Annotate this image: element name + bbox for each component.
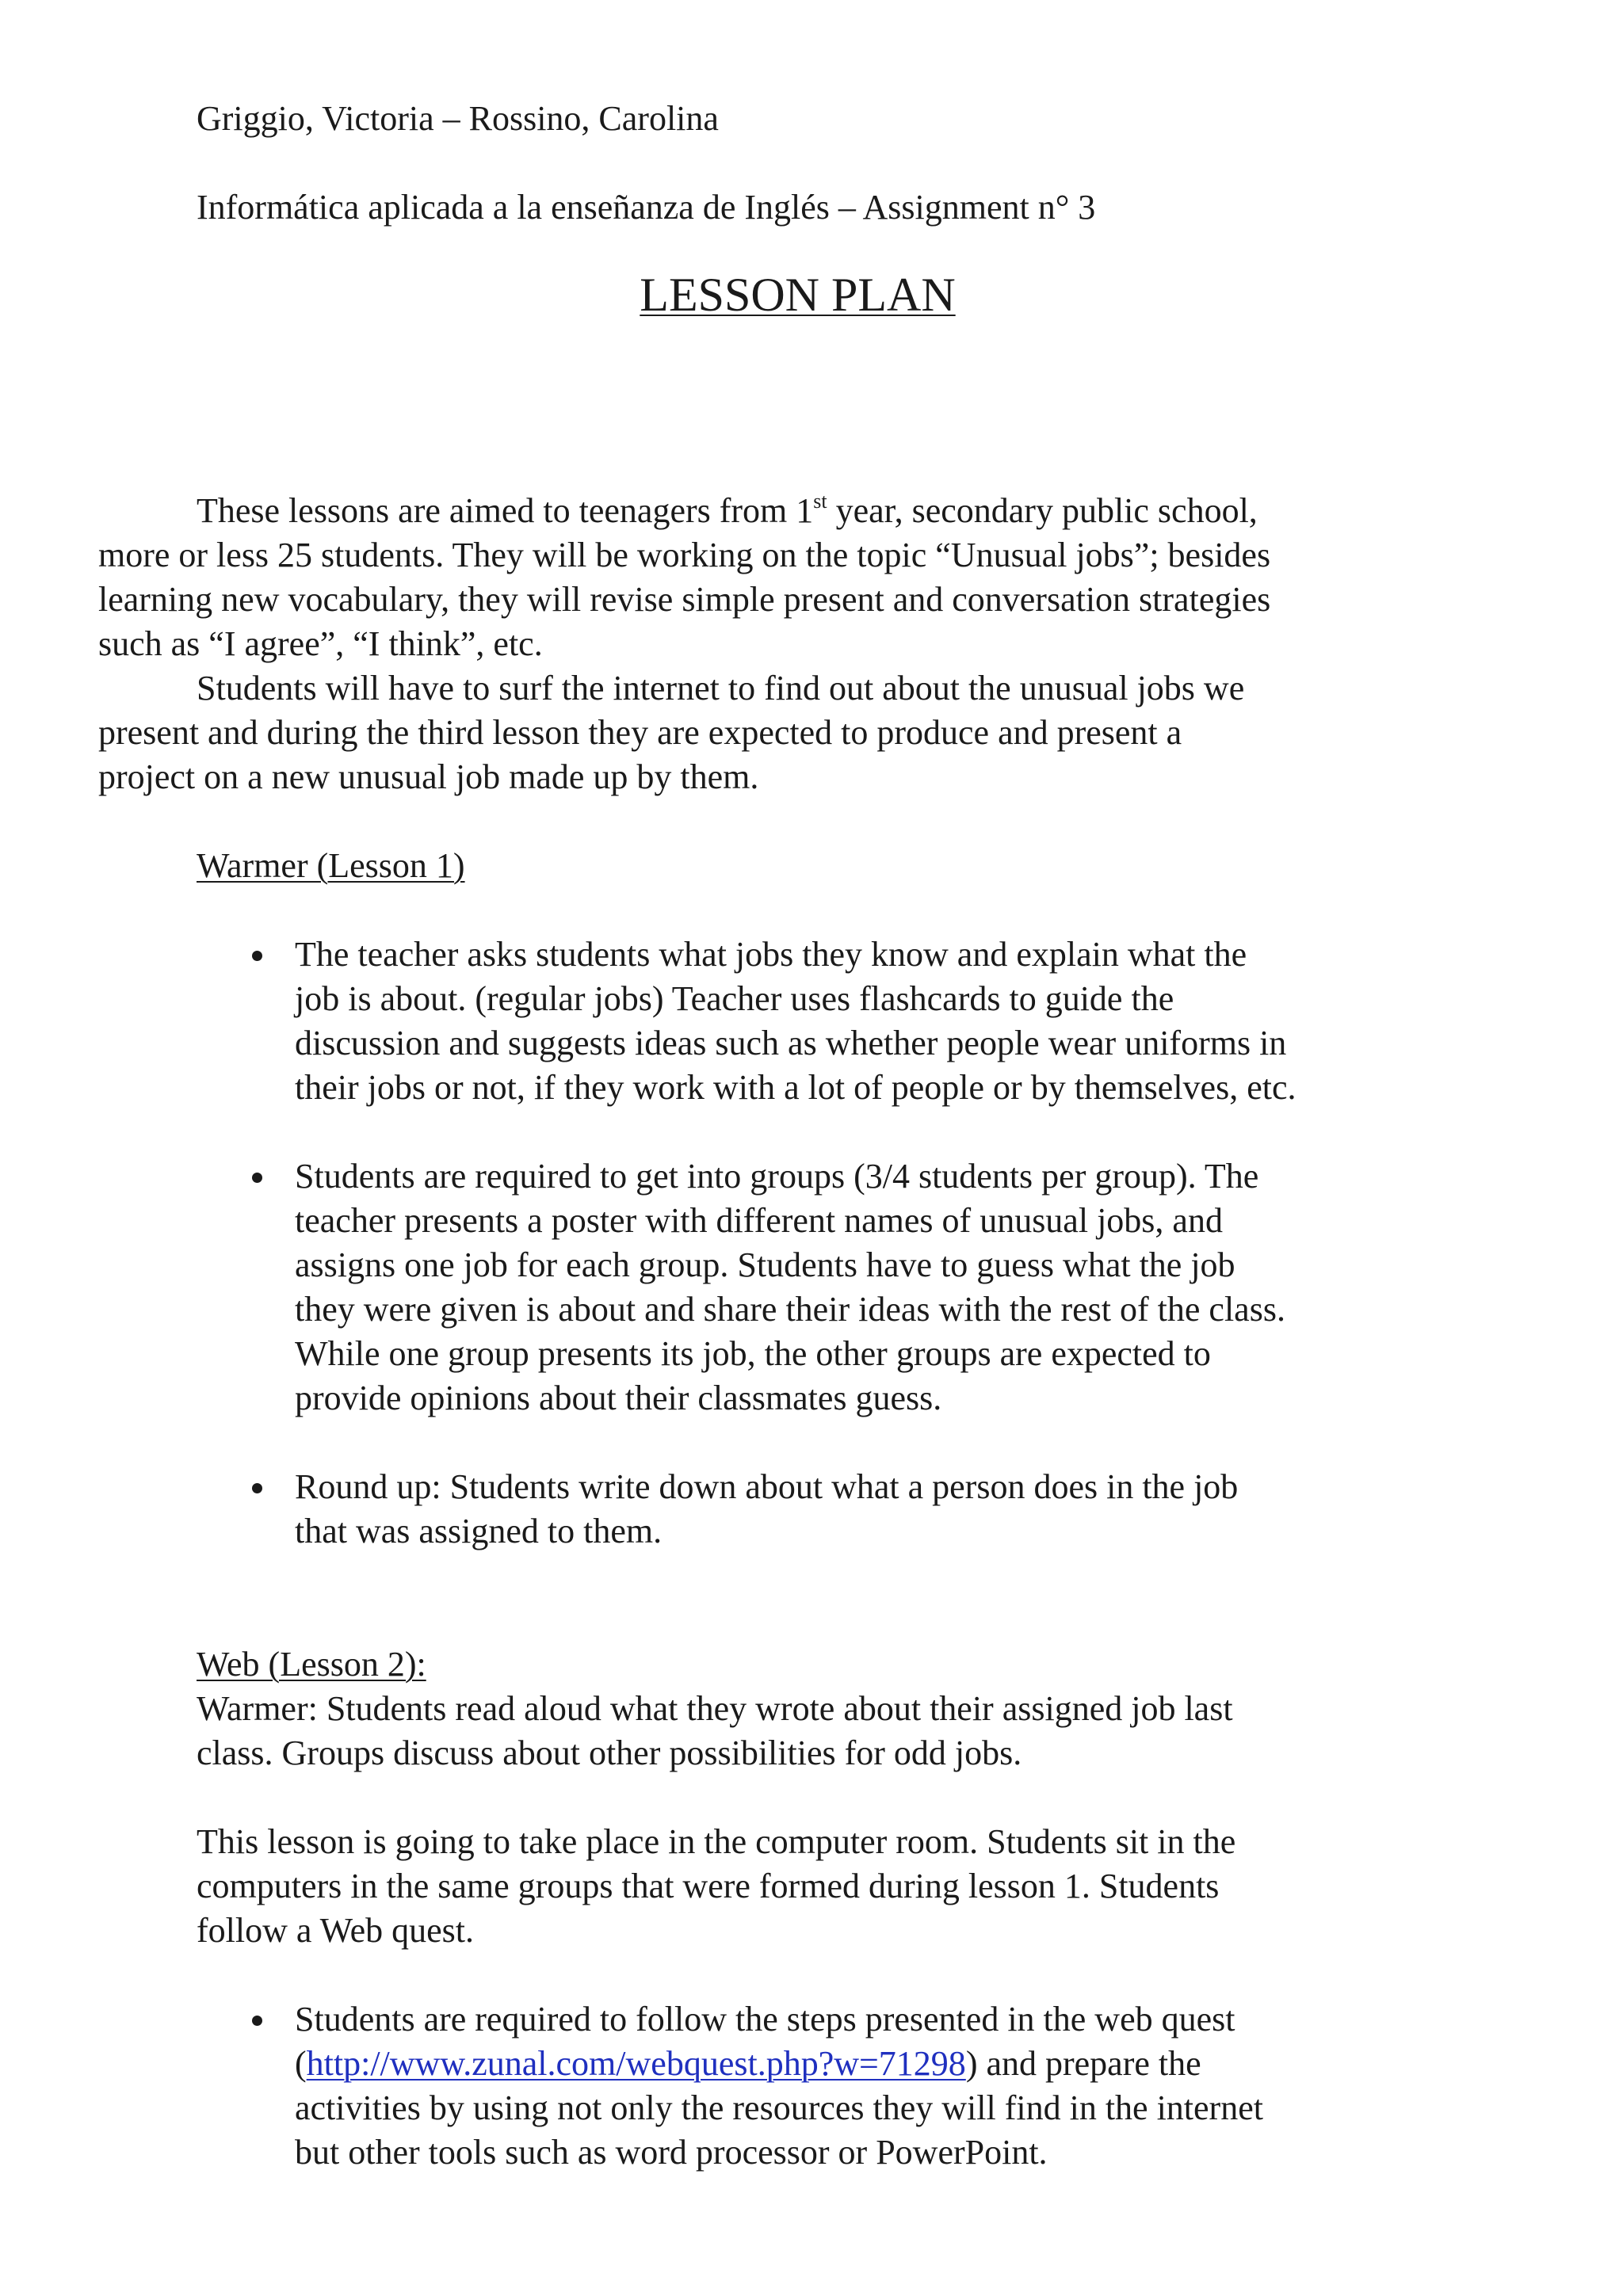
lesson1-bullet2-line1: Students are required to get into groups (3/4 students per group). The (295, 1157, 1259, 1196)
lesson1-bullet1-line2: job is about. (regular jobs) Teacher uses flashcards to guide the (295, 979, 1174, 1018)
lesson1-heading: Warmer (Lesson 1) (197, 846, 465, 885)
lesson2-heading: Web (Lesson 2): (197, 1645, 426, 1684)
lesson1-bullet2-line2: teacher presents a poster with different names of unusual jobs, and (295, 1201, 1223, 1240)
lesson2-para-line2: computers in the same groups that were formed during lesson 1. Students (197, 1867, 1220, 1905)
lesson1-bullet2-line3: assigns one job for each group. Students have to guess what the job (295, 1245, 1235, 1284)
lesson1-bullet1-line1: The teacher asks students what jobs they know and explain what the (295, 935, 1247, 974)
intro-line-1: These lessons are aimed to teenagers from 1st year, secondary public school, (197, 490, 1258, 530)
bullet-icon (252, 2016, 262, 2026)
bullet-icon (252, 951, 262, 961)
lesson1-bullet3-line1: Round up: Students write down about what a person does in the job (295, 1467, 1239, 1506)
bullet-icon (252, 1173, 262, 1183)
intro-line-3: learning new vocabulary, they will revise simple present and conversation strategies (98, 580, 1271, 619)
intro-line-4: such as “I agree”, “I think”, etc. (98, 624, 543, 663)
lesson2-para-line1: This lesson is going to take place in the computer room. Students sit in the (197, 1822, 1236, 1861)
authors-line: Griggio, Victoria – Rossino, Carolina (197, 99, 719, 138)
lesson2-para-line3: follow a Web quest. (197, 1911, 475, 1950)
page-title: LESSON PLAN (640, 269, 956, 321)
lesson1-bullet1-line4: their jobs or not, if they work with a lot of people or by themselves, etc. (295, 1068, 1296, 1107)
course-line: Informática aplicada a la enseñanza de Inglés – Assignment n° 3 (197, 188, 1096, 227)
lesson2-bullet1-line2: (http://www.zunal.com/webquest.php?w=71298) and prepare the (295, 2044, 1201, 2083)
lesson2-warmer-line1: Warmer: Students read aloud what they wrote about their assigned job last (197, 1689, 1233, 1728)
intro-p2-line-1: Students will have to surf the internet to find out about the unusual jobs we (197, 669, 1245, 707)
lesson1-bullet2-line5: While one group presents its job, the other groups are expected to (295, 1334, 1211, 1373)
lesson2-bullet1-line4: but other tools such as word processor or PowerPoint. (295, 2133, 1048, 2172)
ordinal-superscript: st (813, 490, 827, 513)
lesson2-warmer-line2: class. Groups discuss about other possibilities for odd jobs. (197, 1733, 1022, 1772)
lesson1-bullet2-line4: they were given is about and share their ideas with the rest of the class. (295, 1290, 1285, 1329)
intro-line-2: more or less 25 students. They will be working on the topic “Unusual jobs”; besides (98, 536, 1271, 574)
lesson1-bullet1-line3: discussion and suggests ideas such as whether people wear uniforms in (295, 1024, 1287, 1062)
webquest-link[interactable]: http://www.zunal.com/webquest.php?w=71298 (306, 2044, 966, 2083)
lesson2-bullet1-line1: Students are required to follow the steps presented in the web quest (295, 2000, 1235, 2039)
intro-p2-line-3: project on a new unusual job made up by them. (98, 757, 759, 796)
lesson2-bullet1-line3: activities by using not only the resources they will find in the internet (295, 2088, 1263, 2127)
lesson1-bullet3-line2: that was assigned to them. (295, 1512, 663, 1550)
intro-p2-line-2: present and during the third lesson they are expected to produce and present a (98, 713, 1182, 752)
lesson1-bullet2-line6: provide opinions about their classmates guess. (295, 1379, 942, 1417)
bullet-icon (252, 1483, 262, 1493)
